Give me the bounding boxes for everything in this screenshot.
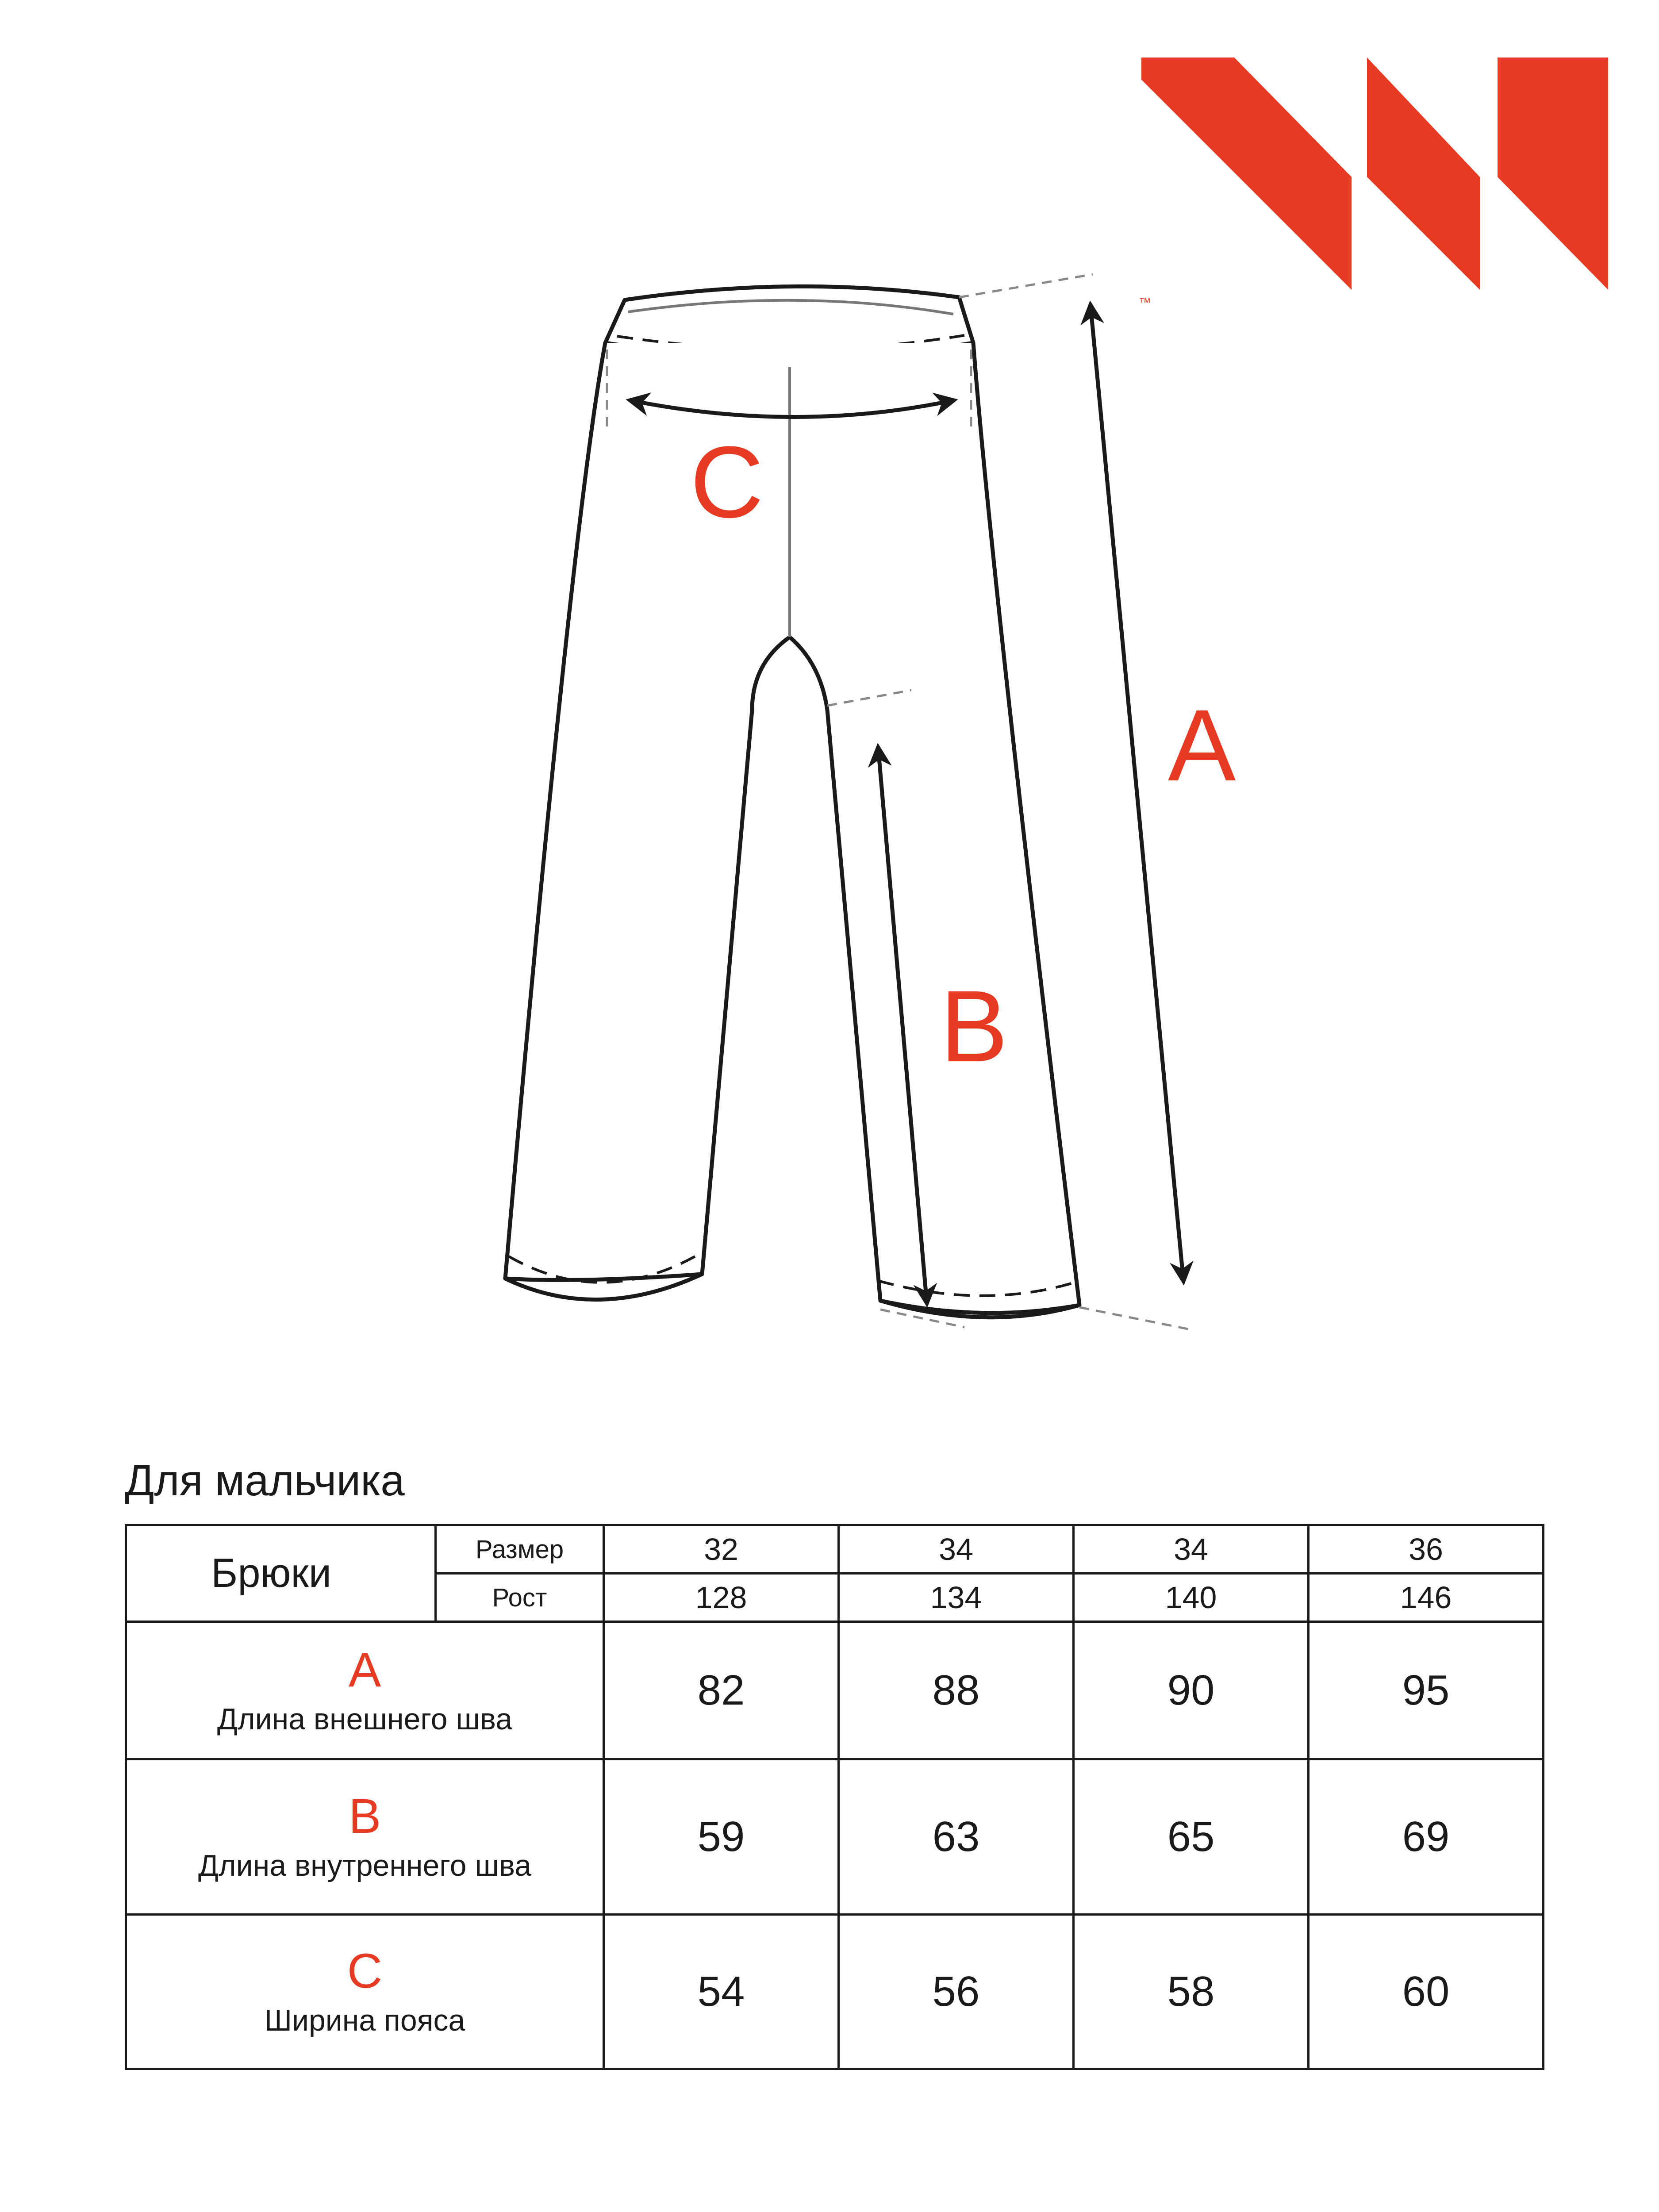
product-name: Брюки — [126, 1525, 436, 1622]
measure-letter: B — [348, 1789, 381, 1844]
measure-label-a: A — [1168, 688, 1236, 802]
measure-value: 56 — [839, 1915, 1074, 2069]
top-guide — [959, 274, 1093, 297]
size-header-row — [126, 1525, 1544, 1574]
measure-value: 69 — [1309, 1759, 1544, 1915]
measure-row-a — [126, 1622, 1544, 1759]
measure-name: Ширина пояса — [264, 2003, 465, 2037]
measure-name: Длина внешнего шва — [217, 1702, 513, 1736]
measure-name-cell — [126, 1915, 604, 2069]
size-value: 36 — [1309, 1525, 1544, 1574]
measure-label-c: C — [690, 425, 764, 539]
height-value: 146 — [1309, 1574, 1544, 1622]
measure-value: 58 — [1074, 1915, 1309, 2069]
size-value: 34 — [1074, 1525, 1309, 1574]
size-label: Размер — [436, 1525, 604, 1574]
table-title: Для мальчика — [125, 1456, 405, 1505]
height-value: 128 — [604, 1574, 839, 1622]
height-label: Рост — [436, 1574, 604, 1622]
measure-row-b — [126, 1759, 1544, 1915]
measure-value: 54 — [604, 1915, 839, 2069]
measure-value: 95 — [1309, 1622, 1544, 1759]
bottom-guide — [1079, 1307, 1190, 1329]
measure-value: 63 — [839, 1759, 1074, 1915]
measure-name-cell — [126, 1759, 604, 1915]
measure-row-c — [126, 1915, 1544, 2069]
measure-name-cell — [126, 1622, 604, 1759]
trademark-symbol: ™ — [1139, 296, 1151, 309]
measure-value: 82 — [604, 1622, 839, 1759]
measure-value: 90 — [1074, 1622, 1309, 1759]
size-value: 32 — [604, 1525, 839, 1574]
measure-name: Длина внутреннего шва — [198, 1848, 532, 1882]
measure-value: 59 — [604, 1759, 839, 1915]
height-value: 134 — [839, 1574, 1074, 1622]
measure-value: 65 — [1074, 1759, 1309, 1915]
pants-outline — [505, 343, 1079, 1313]
measure-letter: C — [347, 1944, 383, 1999]
measure-label-b: B — [940, 969, 1008, 1083]
size-table — [125, 1524, 1544, 2070]
size-value: 34 — [839, 1525, 1074, 1574]
height-value: 140 — [1074, 1574, 1309, 1622]
measure-letter: A — [348, 1643, 381, 1697]
measure-value: 60 — [1309, 1915, 1544, 2069]
measure-value: 88 — [839, 1622, 1074, 1759]
